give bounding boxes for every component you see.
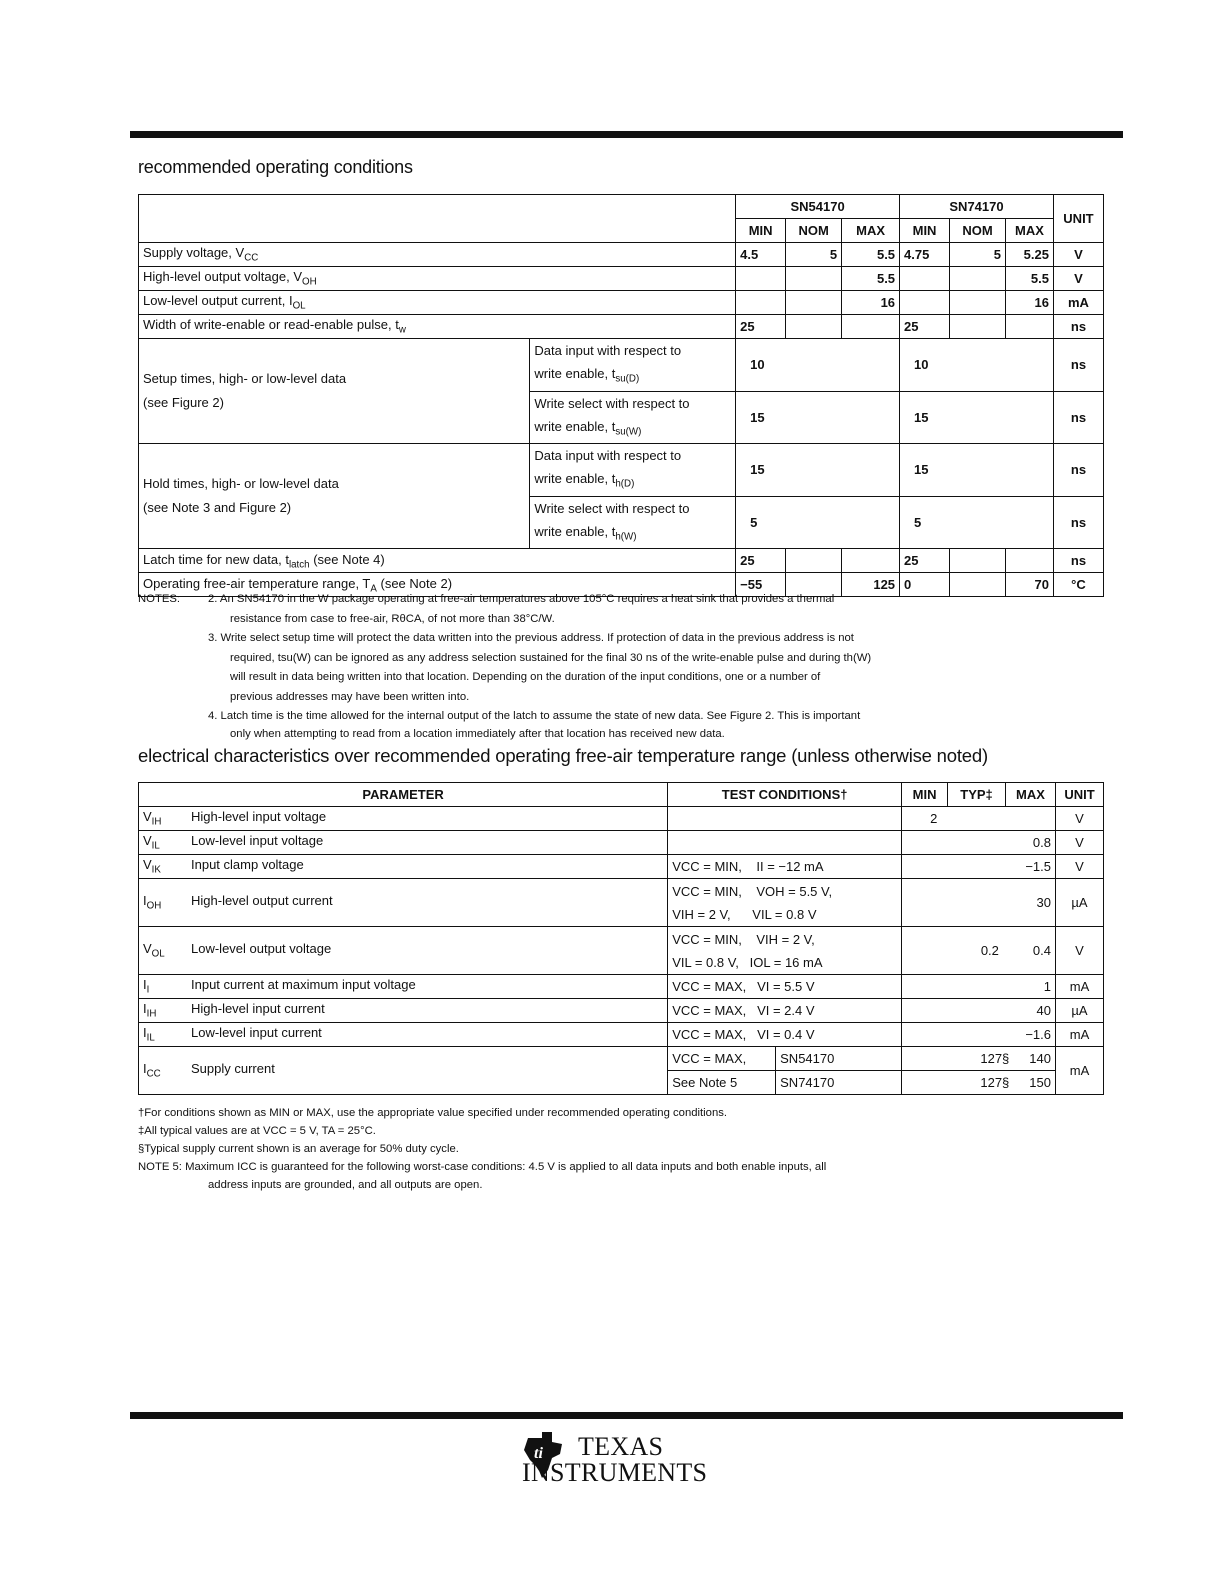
roc-group-1: SN54170 <box>736 195 900 219</box>
note-3-cont: previous addresses may have been written into. <box>230 690 470 703</box>
roc-row: Low-level output current, $I_{OL}$ 16 16 mA <box>139 291 1104 315</box>
ti-logo <box>522 1432 708 1487</box>
note-4-cont: only when attempting to read from a location immediately after that location has received new data. <box>230 727 725 740</box>
ec-icc-row: See Note 5 SN74170 127§ 150 <box>139 1071 1104 1095</box>
ti-wordmark: TEXAS INSTRUMENTS <box>522 1432 708 1487</box>
footnote-ddagger: ‡All typical values are at VCC = 5 V, TA = 25°C. <box>138 1125 376 1137</box>
ec-row: $I_{IL}$ Low-level input current VCC = MAX, VI = 0.4 V −1.6 mA <box>139 1023 1104 1047</box>
roc-setup-label: Setup times, high- or low-level data (see Figure 2) <box>139 339 530 444</box>
roc-col-max: MAX <box>1005 219 1053 243</box>
note-2-cont: resistance from case to free-air, RθCA, of not more than 38°C/W. <box>230 612 555 625</box>
note-3-cont: required, tsu(W) can be ignored as any address selection sustained for the final 30 ns of the write-enable pulse and during th(W) <box>230 651 872 664</box>
roc-hold-label: Hold times, high- or low-level data (see Note 3 and Figure 2) <box>139 444 530 549</box>
note-2: 2. An SN54170 in the W package operating at free-air temperatures above 105°C requires a heat sink that provides a thermal <box>208 593 835 605</box>
roc-title: recommended operating conditions <box>138 157 413 177</box>
roc-header-blank <box>139 195 736 243</box>
top-rule <box>130 131 1123 138</box>
roc-unit-header: UNIT <box>1053 195 1103 243</box>
ec-row: $I_{OH}$ High-level output current VCC = MIN, VOH = 5.5 V, VIH = 2 V, VIL = 0.8 V 30 µA <box>139 879 1104 927</box>
ec-row: $V_{IL}$ Low-level input voltage 0.8 V <box>139 831 1104 855</box>
roc-col-min: MIN <box>736 219 786 243</box>
footnotes-block <box>138 1104 1108 1194</box>
roc-col-max: MAX <box>842 219 900 243</box>
roc-row: High-level output voltage, $V_{OH}$ 5.5 5.5 V <box>139 267 1104 291</box>
ec-test-header: TEST CONDITIONS† <box>668 783 902 807</box>
bottom-rule <box>130 1412 1123 1419</box>
notes-block <box>138 590 1108 741</box>
roc-setup-row: Write select with respect to write enable, $t_{su(W)}$ 15 15 ns <box>139 391 1104 444</box>
roc-row: Operating free-air temperature range, $T_A$ (see Note 2) −55 125 0 70 °C <box>139 573 1104 597</box>
ec-unit-header: UNIT <box>1055 783 1103 807</box>
ec-table <box>138 782 1104 1095</box>
footnote-dagger: †For conditions shown as MIN or MAX, use the appropriate value specified under recommended operating conditions. <box>138 1107 728 1119</box>
ec-row: $V_{IK}$ Input clamp voltage VCC = MIN, II = −12 mA −1.5 V <box>139 855 1104 879</box>
ec-title: electrical characteristics over recommended operating free-air temperature range (unless otherwise noted) <box>138 745 988 766</box>
note-5: NOTE 5: Maximum ICC is guaranteed for the following worst-case conditions: 4.5 V is applied to all data inputs and both enable inputs, all <box>138 1161 827 1173</box>
roc-col-nom: NOM <box>950 219 1006 243</box>
ec-typ-header: TYP‡ <box>948 783 1006 807</box>
note-3-cont: will result in data being written into that location. Depending on the duration of the input conditions, one or a number of <box>230 671 821 683</box>
footnote-section: §Typical supply current shown is an average for 50% duty cycle. <box>138 1143 459 1155</box>
roc-hold-row: Hold times, high- or low-level data (see Note 3 and Figure 2) Data input with respect to write enable, $t_{h(D)}$ 15 15 ns <box>139 444 1104 497</box>
roc-row: Width of write-enable or read-enable pulse, $t_w$ 25 25 ns <box>139 315 1104 339</box>
roc-row: Latch time for new data, $t_{latch}$ (see Note 4) 25 25 ns <box>139 549 1104 573</box>
ec-row: $I_I$ Input current at maximum input voltage VCC = MAX, VI = 5.5 V 1 mA <box>139 975 1104 999</box>
notes-label: NOTES: <box>138 593 181 605</box>
roc-row: Supply voltage, $V_{CC}$ 4.5 5 5.5 4.75 5 5.25 V <box>139 243 1104 267</box>
ec-row: $I_{IH}$ High-level input current VCC = MAX, VI = 2.4 V 40 µA <box>139 999 1104 1023</box>
ec-icc-row: $I_{CC}$ Supply current VCC = MAX, SN54170 127§ 140 mA <box>139 1047 1104 1071</box>
svg-text:ti: ti <box>534 1445 543 1462</box>
roc-col-nom: NOM <box>786 219 842 243</box>
roc-group-2: SN74170 <box>900 195 1054 219</box>
roc-col-min: MIN <box>900 219 950 243</box>
roc-setup-row: Setup times, high- or low-level data (see Figure 2) Data input with respect to write enable, $t_{su(D)}$ 10 10 ns <box>139 339 1104 392</box>
ec-param-header: PARAMETER <box>139 783 668 807</box>
ec-row: $V_{IH}$ High-level input voltage 2 V <box>139 807 1104 831</box>
note-5-cont: address inputs are grounded, and all outputs are open. <box>208 1179 483 1191</box>
roc-hold-row: Write select with respect to write enable, $t_{h(W)}$ 5 5 ns <box>139 496 1104 549</box>
note-4: 4. Latch time is the time allowed for the internal output of the latch to assume the state of new data. See Figure 2. This is important <box>208 710 861 722</box>
roc-table <box>138 194 1104 597</box>
ec-row: $V_{OL}$ Low-level output voltage VCC = MIN, VIH = 2 V, VIL = 0.8 V, IOL = 16 mA 0.2 0.4 V <box>139 927 1104 975</box>
ec-min-header: MIN <box>902 783 948 807</box>
ec-max-header: MAX <box>1006 783 1056 807</box>
note-3: 3. Write select setup time will protect the data written into the previous address. If protection of data in the previous address is not <box>208 632 854 644</box>
